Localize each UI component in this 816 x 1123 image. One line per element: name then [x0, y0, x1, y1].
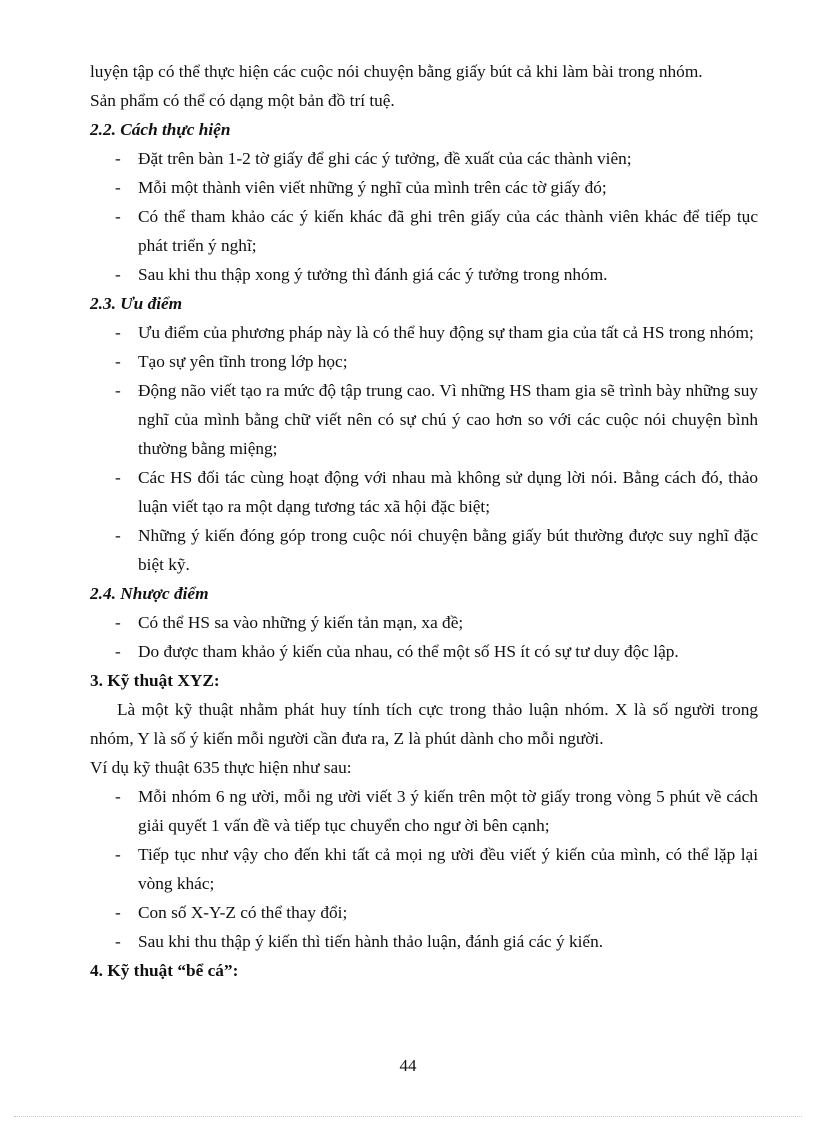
list-item: - Mỗi nhóm 6 ng ười, mỗi ng ười viết 3 ý kiến trên một tờ giấy trong vòng 5 phút về cách giải quyết 1 vấn đề và tiếp tục chuyển cho ngư ời bên cạnh; — [115, 787, 758, 835]
section-2-4-heading: 2.4. Nhược điểm — [90, 584, 209, 603]
list-item: - Có thể tham khảo các ý kiến khác đã ghi trên giấy của các thành viên khác để tiếp tục phát triển ý nghĩ; — [115, 207, 758, 255]
section-2-2-heading: 2.2. Cách thực hiện — [90, 120, 231, 139]
section-2-3-list — [90, 318, 758, 579]
list-item: - Tạo sự yên tĩnh trong lớp học; — [115, 352, 348, 371]
list-item: - Sau khi thu thập xong ý tưởng thì đánh giá các ý tưởng trong nhóm. — [115, 265, 608, 284]
section-3-heading: 3. Kỹ thuật XYZ: — [90, 671, 220, 690]
intro-line-2: Sản phẩm có thể có dạng một bản đồ trí tuệ. — [90, 91, 395, 110]
list-item: - Con số X-Y-Z có thể thay đổi; — [115, 903, 348, 922]
list-item: - Đặt trên bàn 1-2 tờ giấy để ghi các ý tưởng, đề xuất của các thành viên; — [115, 149, 632, 168]
list-item: - Tiếp tục như vậy cho đến khi tất cả mọi ng ười đều viết ý kiến của mình, có thể lặp lại vòng khác; — [115, 845, 758, 893]
page-number: 44 — [399, 1056, 417, 1075]
list-item: - Mỗi một thành viên viết những ý nghĩ của mình trên các tờ giấy đó; — [115, 178, 607, 197]
section-3-paragraph: Là một kỹ thuật nhằm phát huy tính tích cực trong thảo luận nhóm. X là số người trong nhóm, Y là số ý kiến mỗi người cần đưa ra, Z là phút dành cho mỗi người. — [90, 700, 758, 748]
list-item: - Do được tham khảo ý kiến của nhau, có thể một số HS ít có sự tư duy độc lập. — [115, 642, 679, 661]
list-item: - Động não viết tạo ra mức độ tập trung cao. Vì những HS tham gia sẽ trình bày những suy nghĩ của mình bằng chữ viết nên có sự chú ý cao hơn so với các cuộc nói chuyện bình thường bằng miệng; — [115, 381, 758, 458]
section-4-heading: 4. Kỹ thuật “bể cá”: — [90, 961, 239, 980]
section-2-4-list — [90, 608, 758, 666]
list-item: - Sau khi thu thập ý kiến thì tiến hành thảo luận, đánh giá các ý kiến. — [115, 932, 604, 951]
list-item: - Có thể HS sa vào những ý kiến tản mạn, xa đề; — [115, 613, 464, 632]
section-2-2-list — [90, 144, 758, 289]
intro-line-1: luyện tập có thể thực hiện các cuộc nói chuyện bằng giấy bút cả khi làm bài trong nhóm. — [90, 62, 703, 81]
section-3-list — [90, 782, 758, 956]
page-bottom-border — [14, 1116, 802, 1117]
list-item: - Các HS đối tác cùng hoạt động với nhau mà không sử dụng lời nói. Bằng cách đó, thảo luận viết tạo ra một dạng tương tác xã hội đặc biệt; — [115, 468, 758, 516]
list-item: - Những ý kiến đóng góp trong cuộc nói chuyện bằng giấy bút thường được suy nghĩ đặc biệt kỹ. — [115, 526, 758, 574]
document-page — [90, 57, 758, 985]
section-2-3-heading: 2.3. Ưu điểm — [90, 294, 183, 313]
section-3-example-intro: Ví dụ kỹ thuật 635 thực hiện như sau: — [90, 758, 352, 777]
list-item: - Ưu điểm của phương pháp này là có thể huy động sự tham gia của tất cả HS trong nhóm; — [115, 323, 754, 342]
